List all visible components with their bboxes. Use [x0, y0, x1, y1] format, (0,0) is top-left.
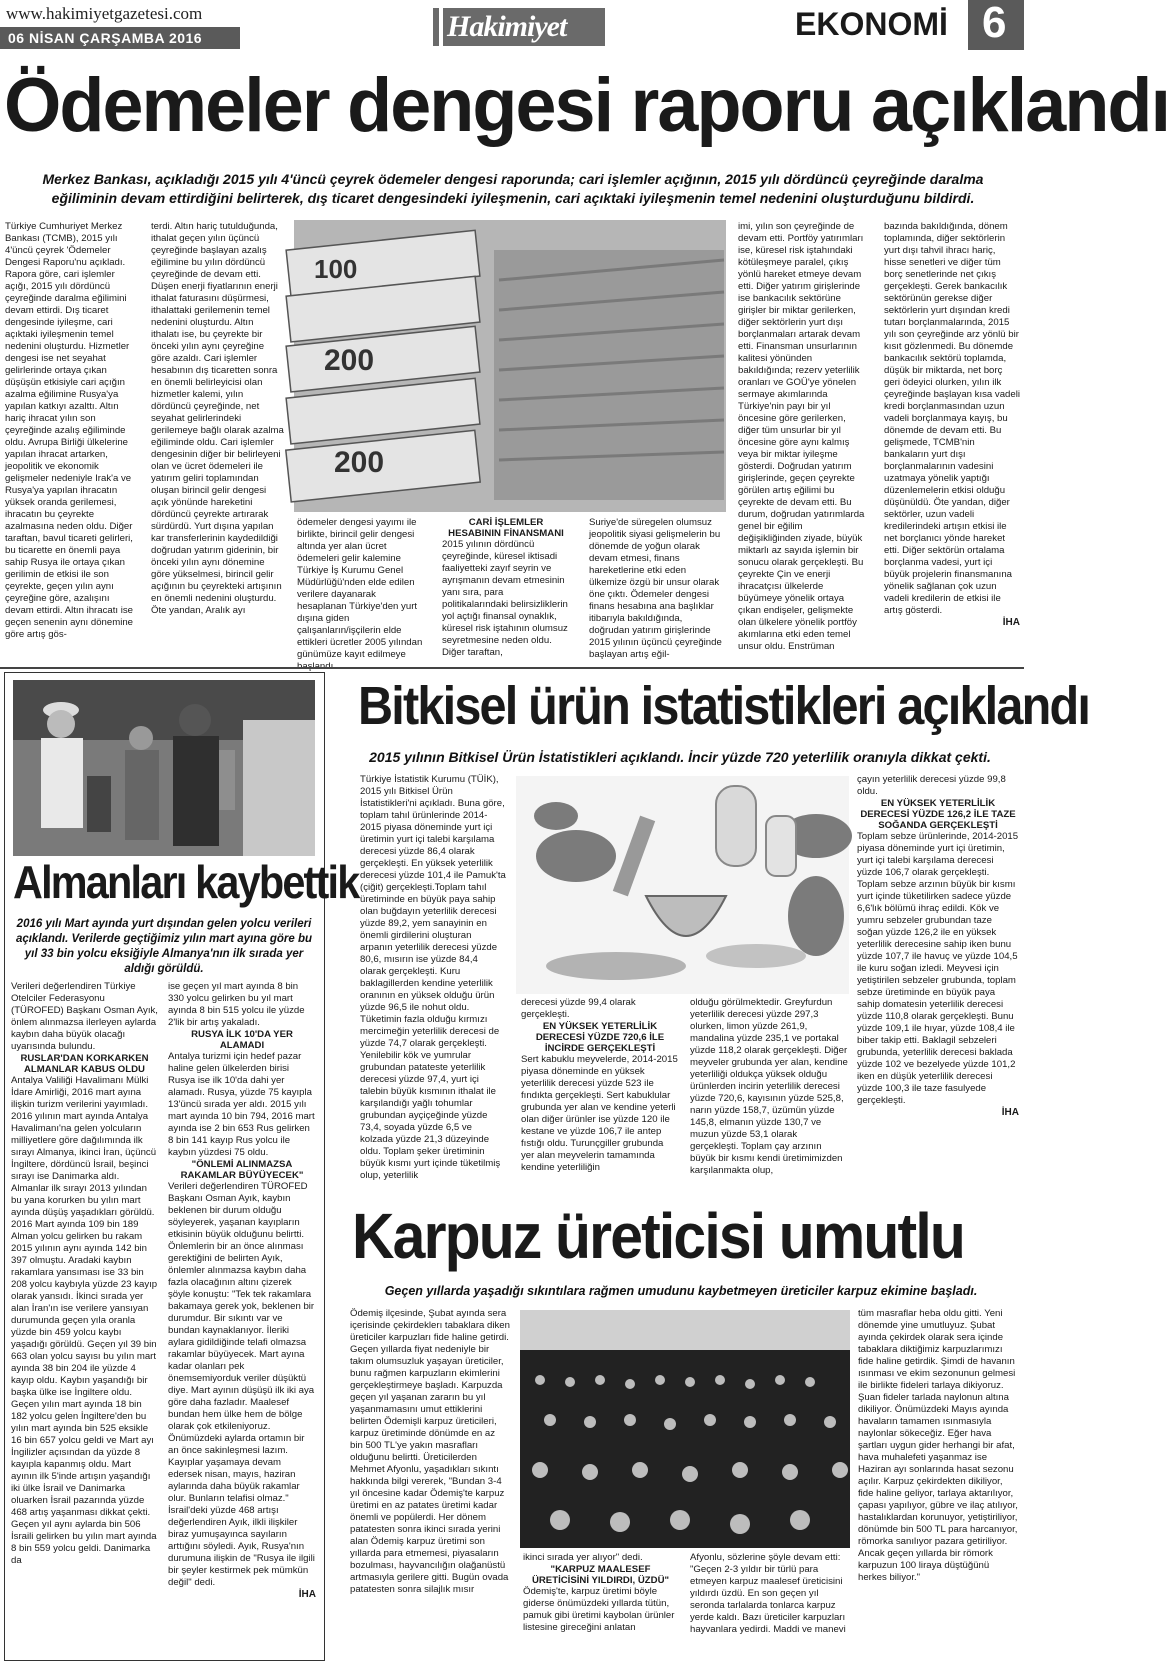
article3-col4-body: Toplam sebze ürünlerinde, 2014-2015 piyasa döneminde yurt içi üretimin, yurt içi talebi karşılama derecesi yüzde 106,7 olarak gerçekleşti. Toplam sebze arzının büyük bir kısmı yurt içinde tüketilirken sadece yüzde 6,6'lık bölümü ihraç edildi. Kök ve yumru sebzeler grubundan taze soğan yüzde 126,2 ile en yüksek yeterlilik derecesine sahip iken bunu yüzde 107,7 ile havuç ve yüzde 104,5 ile kuru soğan izledi. Meyvesi için yetiştirilen sebzeler grubunda, toplam sebze üretiminde en büyük paya sahip domatesin yeterlilik derecesi yüzde 110,8 olarak gerçekleşti. Bunu yüzde 109,1 ile hıyar, yüzde 108,4 ile biber takip etti. Baklagil sebzeleri grubunda, yeterlilik derecesi baklada yüzde 102 ve bezelyede yüzde 101,2 iken en düşük yeterlilik derecesi yüzde 100,3 ile taze fasulyede gerçekleşti. [857, 831, 1019, 1106]
section-name: EKONOMİ [795, 6, 948, 42]
article1-col4 [442, 517, 570, 659]
article4-deck: Geçen yıllarda yaşadığı sıkıntılara rağmen umudunu kaybetmeyen üreticiler karpuz ekimine başladı. [384, 1284, 978, 1298]
article3-col2-top: derecesi yüzde 99,4 olarak gerçekleşti. [521, 997, 636, 1020]
article2-subhead3: "ÖNLEMİ ALINMAZSA RAKAMLAR BÜYÜYECEK" [180, 1159, 304, 1181]
travellers-illustration [13, 680, 315, 856]
article3-headline: Bitkisel ürün istatistikleri açıklandı [358, 676, 1090, 736]
article4-col1: Ödemiş ilçesinde, Şubat ayında sera içerisinde çekirdeklerı tabaklara diken üreticiler karpuzları fide haline getirdi. Geçen yıllarda fiyat nedeniyle bir takım olumsuzluk yaşayan üreticiler, bunu rağmen karpuzların ekimlerini gerçekleştirmeye başladı. Karpuzda geçen yıl yaşanan zararın bu yıl yaşanmamasını umut ettiklerini belirten Ödemişli karpuz üreticileri, karpuz üretiminde dönümde en az bin 500 TL'ye yakın masrafları olduğunu belirtti. Üreticilerden Mehmet Afyonlu, yaşadıkları sıkıntı hakkında bilgi vererek, "Bundan 3-4 yıl öncesine kadar Ödemiş'te karpuz üretimi en az patates üretimi kadar önemli ve popülerdi. Her dönem patatesten sonra ikinci sırada yerini alan Ödemiş karpuz üretimi son yıllarda para etmemesi, piyasaların bozulması, hayvancılığın olağanüstü artmasıyla gerilere gitti. Bugün ovada patatesten sonra silajlık mısır [350, 1308, 510, 1595]
article4-col2 [523, 1552, 678, 1660]
article1-deck: Merkez Bankası, açıkladığı 2015 yılı 4'üncü çeyrek ödemeler dengesi raporunda; cari işlemler açığının, 2015 yılı dördüncü çeyreğinde daralma eğiliminin devam ettirdiğini belirterek, dış ticaret dengesindeki iyileşmenin, cari açıktaki iyileşmenin temel nedenini oluşturduğunu bildirdi. [42, 171, 984, 206]
article1-col7-body: bazında bakıldığında, dönem toplamında, diğer sektörlerin yurt dışı tahvil ihracı hariç, hisse senetleri ve diğer tüm borç senetlerinde net çıkış gerçekleşti. Gerek bankacılık sektörünün gerekse diğer sektörlerin yurt dışından kredi tutarı borçlanmalarında, 2015 yılı son çeyreğinde arz yönlü bir kısıt gözlenmedi. Bu dönemde bankacılık sektörü toplamda, düşük bir miktarda, net borç geri ödeyici olurken, yılın ilk çeyreğinde başlayan kısa vadeli kredi borçlanmasından uzun vadeli borçlanmaya kayış, bu dönemde de devam etti. Bu gelişmede, TCMB'nin bankaların yurt dışı borçlanmalarının vadesini uzatmaya yönelik yaptığı düzenlemelerin etkisi olduğu düşünüldü. Öte yandan, diğer sektörler, uzun vadeli kredilerindeki artışın etkisi ile net borçlanıcı yönde hareket etti. Diğer sektörün ortalama borçlanma vadesi, yurt içi büyük projelerin finansmanına yönelik sağlanan çok uzun vadeli kredilerin de etkisi ile artış gösterdi. [884, 221, 1020, 616]
article2-subhead2: RUSYA İLK 10'DA YER ALAMADI [191, 1029, 293, 1051]
herbs-photo [516, 776, 849, 994]
article3-source: İHA [1001, 1107, 1019, 1118]
seedlings-illustration [520, 1310, 850, 1548]
seedlings-photo [520, 1310, 850, 1548]
article3-col3: olduğu görülmektedir. Greyfurdun yeterlilik derecesi yüzde 297,3 olurken, limon yüzde 261,9, mandalina yüzde 235,1 ve portakal yüzde 118,2 olarak gerçekleşti. Diğer meyveler grubunda yer alan, kendine yeterliliği oldukça yüksek olduğu ürünlerden incirin yeterlilik derecesi yüzde 720,6, kayısının yüzde 525,8, narın yüzde 158,7, üzümün yüzde 145,8, elmanın yüzde 130,7 ve muzun yüzde 53,1 olarak gerçekleşti. Toplam çay arzının büyük bir kısmı kendi üretimimizden karşılanmakta olup, [690, 997, 848, 1176]
article4-subhead: "KARPUZ MAALESEF ÜRETİCİSİNİ YILDIRDI, ÜZDÜ" [531, 1564, 670, 1586]
article2-col1-body: Antalya Valiliği Havalimanı Mülki İdare Amirliği, 2016 mart ayına ilişkin turizm verilerini yayımladı. 2016 yılının mart ayında Antalya Havalimanı'na gelen yolcuların milliyetlere göre dağılımında ilk sırayı Almanya, ikinci İran, üçüncü İngiltere, dördüncü İsrail, beşinci sırayı ise Danimarka aldı. Almanlar ilk sırayı 2013 yılından bu yana korurken bu yılın mart ayında düşüş yaşadıkları görüldü. 2016 Mart ayında 109 bin 189 Alman yolcu gelirken bu rakam 2015 yılının aynı ayında 142 bin 397 olmuştu. Aradaki kaybın rakamlara yansıması ise 33 bin 208 yolcu kaybıyla yüzde 23 kayıp olarak yansıdı. İkinci sırada yer alan İran'ın ise verilere yansıyan durumunda geçen yıla oranla yüzde bin 459 yolcu kaybı yaşadığı görüldü. Geçen yıl 39 bin 663 olan yolcu sayısı bu yılın mart ayında 38 bin 204 ile yüzde 4 kayıp oldu. Kaybın yaşandığı bir başka ülke ise İngiltere oldu. Geçen yılın mart ayında 18 bin 182 yolcu gelen İngiltere'den bu yılın mart ayında bin 525 eksikle 16 bin 657 yolcu geldi ve Mart ayı İngilizler açısından da yüzde 8 kayıpla kapanmış oldu. Mart ayının ilk 5'inde artışın yaşandığı iki ülke İsrail ve Danimarka oluarken İsrail pazarında yüzde 468 artış yaşanması dikkat çekti. Geçen yıl aynı aylarda bin 506 İsraili gelirken bu yılın mart ayında 8 bin 559 yolcu geldi. Danimarka da [11, 1075, 158, 1566]
article1-col5: Suriye'de süregelen olumsuz jeopolitik siyasi gelişmelerin bu dönemde de yoğun olarak devam etmesi, finans hareketlerine etki eden ülkemize özgü bir unsur olarak öne çıktı. Ödemeler dengesi finans hesabına ana başlıklar itibarıyla bakıldığında, doğrudan yatırım girişlerinde 2015 yılının üçüncü çeyreğinde başlayan artış eğil- [589, 517, 722, 660]
article1-col7 [884, 221, 1020, 661]
newspaper-logo: Hakimiyet [447, 10, 567, 43]
article3-deck: 2015 yılının Bitkisel Ürün İstatistikleri açıklandı. İncir yüzde 720 yeterlilik oranıyla dikkat çekti. [369, 749, 991, 765]
article2-source: İHA [298, 1589, 316, 1600]
article3-col2 [521, 997, 679, 1192]
page-number-box [968, 0, 1024, 50]
travellers-photo [13, 680, 315, 856]
article1-col4-body: 2015 yılının dördüncü çeyreğinde, küresel iktisadi faaliyetteki zayıf seyrin ve ayrışmanın devam etmesinin yanı sıra, para politikalarındaki belirsizliklerin yol açtığı finansal oynaklık, küresel risk iştahının olumsuz seyretmesine neden oldu. Diğer taraftan, [442, 539, 568, 658]
article3-col4 [857, 774, 1019, 1194]
section-divider [0, 667, 1024, 669]
article2-deck: 2016 yılı Mart ayında yurt dışından gelen yolcu verileri açıklandı. Verilerde geçtiğimiz yılın mart ayına göre bu yıl 33 bin yolcu eksiğiyle Almanya'nın ilk sırada yer aldığı görüldü. [15, 918, 313, 975]
article2-box [4, 672, 359, 1661]
article2-col2 [168, 981, 316, 1656]
article3-subhead1: EN YÜKSEK YETERLİLİK DERECESİ YÜZDE 720,6 İLE İNCİRDE GERÇEKLEŞTİ [535, 1021, 665, 1054]
banknotes-illustration [294, 220, 726, 512]
article4-col4: tüm masraflar heba oldu gitti. Yeni dönemde yine umutluyuz. Şubat ayında çekirdek olarak sera içinde tabaklara diktiğimiz karpuzlarımızı fide haline getirdik. Şimdi de havanın ısınması ve ekim sezonunun gelmesi ile birlikte fideleri tarlaya dikiyoruz. Şuan fideler tarlada naylonun altına dikiliyor. Önümüzdeki Mayıs ayında havaların tamamen ısınmasıyla naylonlar sökeceğiz. Eğer hava şartları uygun gider herhangi bir afat, hava muhalefeti yaşanmaz ise Haziran ayı sonlarında hasat sezonu açılır. Karpuz çekirdekten dikiliyor, fide haline geliyor, tarlaya aktarılıyor, çapası yapılıyor, gübre ve ilaç atılıyor, hastalıklardan korunuyor, yetiştiriliyor, dönümde bin 500 TL para harcanıyor, römorka sanılıyor pazara getiriliyor. Ancak geçen yıllarda bir römork karpuzun 100 liraya düştüğünü herkes biliyor." [858, 1308, 1018, 1583]
logo-stripe [439, 8, 443, 46]
article1-col2: terdi. Altın hariç tutulduğunda, ithalat geçen yılın üçüncü çeyreğinde başlayan azalış eğilimine bu yılın dördüncü çeyreğinde de devam etti. Düşen enerji fiyatlarının enerji ithalat faturasını düşürmesi, ithalattaki gerilemenin temel nedenini oluşturdu. Altın ithalatı ise, bu çeyrekte bir önceki yılın aynı çeyreğine göre azaldı. Cari işlemler hesabının dış ticaretten sonra en önemli belirleyicisi olan hizmetler kalemi, yılın dördüncü çeyreğinde, net seyahat gelirlerindeki gerilemeye bağlı olarak azalma eğiliminde oldu. Cari işlemler dengesinin diğer bir belirleyeni olan ve ücret ödemeleri ile yatırım geliri toplamından oluşan birincil gelir dengesi açık yönünde hareketini dördüncü çeyrekte artırarak sürdürdü. Yurt dışına yapılan kar transferlerinin kaydedildiği doğrudan yatırım giderinin, bir önceki yılın aynı dönemine göre yükselmesi, birincil gelir açığının bu çeyrekteki artışının en önemli nedenini oluşturdu. Öte yandan, Aralık ayı [151, 221, 284, 616]
article2-headline: Almanları kaybettik [13, 856, 359, 908]
article3-col4-top: çayın yeterlilik derecesi yüzde 99,8 oldu. [857, 774, 1006, 797]
article3-subhead2: EN YÜKSEK YETERLİLİK DERECESİ YÜZDE 126,2 İLE TAZE SOĞANDA GERÇEKLEŞTİ [860, 798, 1016, 831]
banknote-value-2: 200 [324, 344, 375, 377]
article3-col1: Türkiye İstatistik Kurumu (TÜİK), 2015 yılı Bitkisel Ürün İstatistikleri'ni açıkladı. Buna göre, toplam tahıl ürünlerinde 2014-2015 piyasa döneminde yurt içi üretimin yurt içi talebi karşılama derecesi yüzde 86,4 olarak gerçekleşti. En yüksek yeterlilik derecesi yüzde 101,4 ile Pamuk'ta (çiğit) gerçekleşti.Toplam tahıl üretiminde en büyük paya sahip olan buğdayın yeterlilik derecesi yüzde 89,2, yem sanayinin en önemli girdilerini oluşturan arpanın yeterlilik derecesi yüzde 80,6, mısırın ise yüzde 84,4 olarak gerçekleşti. Kuru baklagillerden kendine yeterlilik oranının en yüksek olduğu ürün yüzde 96,5 ile nohut oldu. Tüketimin fazla olduğu kırmızı mercimeğin yeterlilik derecesi de yüzde 74,7 olarak gerçekleşti. Yenilebilir kök ve yumrular grubundan patateste yeterlilik derecesi yüzde 97,4, yurt içi talebin büyük kısmının ithalat ile karşılandığı yağlı tohumlar grubundan ayçiçeğinde yüzde 73,4, soyada yüzde 6,5 ve kolzada yüzde 21,3 düzeyinde oldu. Toplam şeker üretiminin büyük kısmı yurt içinde tüketilmiş olup, yeterlilik [360, 774, 506, 1181]
article2-col2-body: Verileri değerlendiren TÜROFED Başkanı Osman Ayık, kaybın beklenen bir durum olduğu söyleyerek, yaşanan kayıpların etkisinin büyük olduğunu belirtti. Önlemlerin bir an önce alınması gerektiğini de belirten Ayık, önlemler alınmazsa kaybın daha fazla olacağının altını çizerek şöyle konuştu: "Tek tek rakamlara bakamaya gerek yok, beklenen bir durumdur. Bir sıkıntı var ve bundan kaynaklanıyor. İleriki aylara gidildiğinde telafi olmazsa rakamlar büyüyecek. Mart ayına kadar olanları pek önemsemiyorduk veriler düşüktü diye. Mart ayının düşüşü ilk iki aya göre daha fazladır. Maalesef bundan hem ülke hem de bölge olarak çok etkileniyoruz. Önümüzdeki aylarda ortamın bir an önce sakinleşmesi lazım. Kayıplar yaşamaya devam edersek nisan, mayıs, haziran aylarında daha büyük rakamlar olur. Bunların telafisi olmaz." İsrail'deki yüzde 468 artışı değerlendiren Ayık, ilkli ilişkiler biraz yumuşayınca sayıların arttığını söyledi. Ayık, Rusya'nın durumuna ilişkin de "Rusya ile ilgili bir şeyler kestirmek pek mümkün değil" dedi. [168, 1181, 315, 1588]
article1-col3: ödemeler dengesi yayımı ile birlikte, birincil gelir dengesi altında yer alan ücret ödemeleri gelir kalemine Türkiye İş Kurumu Genel Müdürlüğü'nden elde edilen verilere dayanarak hesaplanan Türkiye'den yurt dışına giden çalışanların/işçilerin elde ettikleri ücretler 2005 yılından günümüze kayıt edilmeye [297, 517, 423, 660]
masthead [0, 0, 1024, 56]
article2-col2-mid: Antalya turizmi için hedef pazar haline gelen ülkelerden birisi Rusya ise ilk 10'da dahi yer alamadı. Rusya, yüzde 75 kayıpla 13'üncü sırada yer aldı. 2015 yılı mart ayında 10 bin 794, 2016 mart ayında ise 2 bin 653 Rus gelirken 8 bin 141 kayıp Rus yolcu ile kaybın yüzdesi 75 oldu. [168, 1051, 315, 1158]
article1-source: İHA [1002, 617, 1020, 628]
article4-headline: Karpuz üreticisi umutlu [352, 1200, 964, 1272]
banknote-value-3: 200 [334, 446, 385, 479]
date-bar [0, 27, 240, 49]
page-number: 6 [982, 0, 1007, 47]
article1-col6: imi, yılın son çeyreğinde de devam etti. Portföy yatırımları ise, küresel risk iştahındaki kötüleşmeye paralel, çıkış yönlü hareket etmeye devam etti. Diğer yatırım girişlerinde ise bankacılık sektörüne girişler bir miktar gerilerken, diğer sektörlerin yurt dışı borçlanmaları artarak devam etti. Finansman unsurlarının kalitesi yönünden bakıldığında; rezerv yeterlilik oranları ve GOÜ'ye yönelen sermaye akımlarında Türkiye'nin payı bir yıl öncesine göre gerilerken, diğer tüm unsurlar bir yıl öncesine göre aynı kalmış veya bir miktar iyileşme gösterdi. Doğrudan yatırım girişlerinde, geçen çeyrekte görülen artış eğilimi bu çeyrekte de devam etti. Bu durum, doğrudan yatırımlarda genel bir eğilim değişikliğinden ziyade, büyük miktarlı az sayıda işlemin bir sonucu olarak gerçekleşti. Bu çeyrekte Çin ve enerji ihracatçısı ülkelerde büyümeye yönelik ortaya çıkan endişeler, gelişmekte olan ülkelere yönelik portföy akımlarına etki eden temel unsur oldu. Enstrüman [738, 221, 865, 652]
article2-subhead1: RUSLAR'DAN KORKARKEN ALMANLAR KABUS OLDU [20, 1053, 149, 1075]
article4-col2-top: ikinci sırada yer alıyor" dedi. [523, 1552, 643, 1563]
article2-intro: Verileri değerlendiren Türkiye Otelciler Federasyonu (TÜROFED) Başkanı Osman Ayık, önlem alınmazsa ilerleyen aylarda kaybın daha büyük olacağı uyarısında bulundu. [11, 981, 158, 1052]
article2-col1 [11, 981, 158, 1656]
article1-subhead: CARİ İŞLEMLER HESABININ FİNANSMANI [448, 517, 564, 539]
herbs-illustration [516, 776, 849, 994]
article1-col1: Türkiye Cumhuriyet Merkez Bankası (TCMB), 2015 yılı 4'üncü çeyrek 'Ödemeler Dengesi Raporu'nu açıkladı. Rapora göre, cari işlemler açığı, 2015 yılı dördüncü çeyreğinde daralma eğilimini devam ettirdi. Dış ticaret dengesinde iyileşme, cari açıktaki iyileşmenin temel nedenini oluşturdu. Hizmetler dengesi ise net seyahat gelirlerinde ortaya çıkan düşüşün etkisiyle cari açığın azalma eğilimine Rusya'ya yapılan katkıyı azalttı. Altın hariç ihracat yılın son çeyreğinde azalış eğiliminde oldu. Avrupa Birliği ülkelerine yapılan ihracat artarken, jeopolitik ve ekonomik gelişmeler nedeniyle Irak'a ve Rusya'ya yapılan ihracatın yüksek oranda gerilemesi, ihracatın bu çeyrekte azalmasına neden oldu. Diğer taraftan, bavul ticareti gelirleri, bu ticarette en önemli paya sahip Rusya ile ortaya çıkan gerilimin de etkisi ile son çeyrekte, geçen yılın aynı çeyreğine göre, azalışını devam ettirdi. Altın ihracatı ise geçen senenin aynı dönemine göre artış gös- [5, 221, 134, 640]
banknotes-photo [294, 220, 726, 512]
article1-headline: Ödemeler dengesi raporu açıklandı [4, 63, 1169, 148]
logo-box [433, 8, 605, 46]
article4-col2-body: Ödemiş'te, karpuz üretimi böyle giderse önümüzdeki yıllarda tütün, pamuk gibi üretimi kaybolan ürünler listesine gireceğini anlatan [523, 1586, 675, 1633]
article4-col3: Afyonlu, sözlerine şöyle devam etti: "Geçen 2-3 yıldır bir türlü para etmeyen karpuz maalesef üreticisini yıldırdı üzdü. En son geçen yıl seronda tarlalarda tonlarca karpuz yerde kaldı. Bazı üreticiler karpuzları hayvanlara yedirdi. Maddi ve manevi [690, 1552, 846, 1635]
article3-col2-body: Sert kabuklu meyvelerde, 2014-2015 piyasa döneminde en yüksek yeterlilik derecesi yüzde 523 ile fındıkta gerçekleşti. Sert kabuklular grubunda yer alan ve kendine yeterli olan diğer ürünler ise yüzde 120 ile kestane ve yüzde 106,7 ile antep fıstığı oldu. Turunçgiller grubunda yer alan meyvelerin tamamında kendine yeterliliğin [521, 1054, 678, 1173]
issue-date: 06 NİSAN ÇARŞAMBA 2016 [8, 30, 203, 46]
banknote-value-1: 100 [314, 254, 358, 284]
website-url[interactable]: www.hakimiyetgazetesi.com [6, 4, 203, 23]
article2-col2-top: ise geçen yıl mart ayında 8 bin 330 yolcu gelirken bu yıl mart ayında 8 bin 515 yolcu ile yüzde 2'lik bir artış yakaladı. [168, 981, 305, 1028]
